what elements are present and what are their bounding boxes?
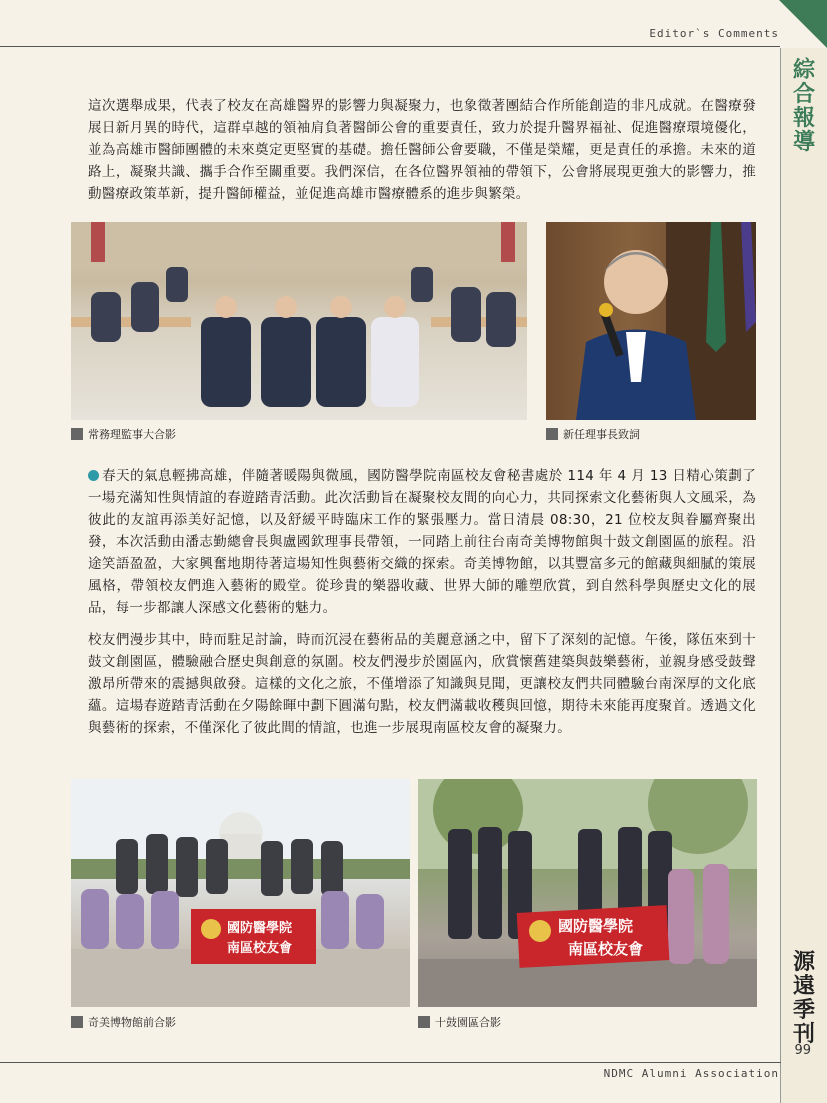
photo-board-group (71, 222, 527, 420)
caption-photo4 (418, 1014, 501, 1030)
footer-text: NDMC Alumni Association (603, 1067, 779, 1080)
photo-ten-drum-group (418, 779, 757, 1007)
caption-text: 常務理監事大合影 (88, 428, 176, 441)
sidebar-title: 綜合報導 (792, 57, 815, 155)
caption-photo2 (546, 426, 640, 442)
banner-line1: 國防醫學院 (227, 921, 293, 936)
page-header (0, 0, 827, 48)
banner-line1: 國防醫學院 (558, 917, 634, 935)
caption-marker-icon (71, 428, 83, 440)
caption-marker-icon (418, 1016, 430, 1028)
footer-rule (0, 1062, 781, 1063)
caption-marker-icon (546, 428, 558, 440)
header-rule (0, 46, 780, 47)
photo-chimei-museum-group (71, 779, 410, 1007)
photo-new-chairman-speech (546, 222, 756, 420)
corner-tab (779, 0, 827, 48)
spring-trip-paragraph (88, 465, 756, 619)
section-label: Editor`s Comments (649, 27, 779, 40)
trip-summary-paragraph: 校友們漫步其中，時而駐足討論，時而沉浸在藝術品的美麗意涵之中，留下了深刻的記憶。午後，隊伍來到十鼓文創園區，體驗融合歷史與創意的氛圍。校友們漫步於園區內，欣賞懷舊建築與鼓樂藝術，並親身感受鼓聲激昂所帶來的震撼與啟發。這樣的文化之旅，不僅增添了知識與見聞，更讓校友們共同體驗台南深厚的文化底蘊。這場春遊踏青活動在夕陽餘暉中劃下圓滿句點，校友們滿載收穫與回憶，期待未來能再度聚首。透過文化與藝術的探索，不僅深化了彼此間的情誼，也進一步展現南區校友會的凝聚力。 (88, 632, 756, 736)
banner-line2: 南區校友會 (227, 941, 293, 956)
caption-photo1 (71, 426, 176, 442)
caption-text: 十鼓園區合影 (435, 1016, 501, 1029)
caption-text: 奇美博物館前合影 (88, 1016, 176, 1029)
caption-photo3 (71, 1014, 176, 1030)
caption-marker-icon (71, 1016, 83, 1028)
page-number: 99 (794, 1043, 811, 1058)
banner-line2: 南區校友會 (568, 940, 644, 958)
journal-logo: 源遠季刊 (792, 949, 815, 1047)
spring-trip-text: 春天的氣息輕拂高雄，伴隨著暖陽與微風，國防醫學院南區校友會秘書處於 114 年 4 月 13 日精心策劃了一場充滿知性與情誼的春遊踏青活動。此次活動旨在凝聚校友間的向心力，共同探索文化藝術與人文風采，為彼此的友誼再添美好記憶，以及舒緩平時臨床工作的緊張壓力。當日清晨 08:30，21 位校友與眷屬齊聚出發，本次活動由潘志勤總會長與盧國欽理事長帶領，一同踏上前往台南奇美博物館與十鼓文創園區的旅程。沿途笑語盈盈，大家興奮地期待著這場知性與藝術交織的探索。奇美博物館，以其豐富多元的館藏與細膩的策展風格，帶領校友們進入藝術的殿堂。從珍貴的樂器收藏、世界大師的雕塑欣賞，到自然科學與歷史文化的展品，每一步都讓人深感文化藝術的魅力。 (88, 468, 756, 616)
intro-paragraph: 這次選舉成果，代表了校友在高雄醫界的影響力與凝聚力，也象徵著團結合作所能創造的非凡成就。在醫療發展日新月異的時代，這群卓越的領袖肩負著醫師公會的重要責任，致力於提升醫界福祉、促進醫療環境優化，並為高雄市醫師團體的未來奠定更堅實的基礎。擔任醫師公會要職，不僅是榮耀，更是責任的承擔。未來的道路上，凝聚共識、攜手合作至關重要。我們深信，在各位醫界領袖的帶領下，公會將展現更強大的影響力，推動醫療政策革新，提升醫師權益，並促進高雄市醫療體系的進步與繁榮。 (88, 98, 756, 202)
sidebar (780, 48, 827, 1103)
bullet-icon (88, 470, 99, 481)
caption-text: 新任理事長致詞 (563, 428, 640, 441)
